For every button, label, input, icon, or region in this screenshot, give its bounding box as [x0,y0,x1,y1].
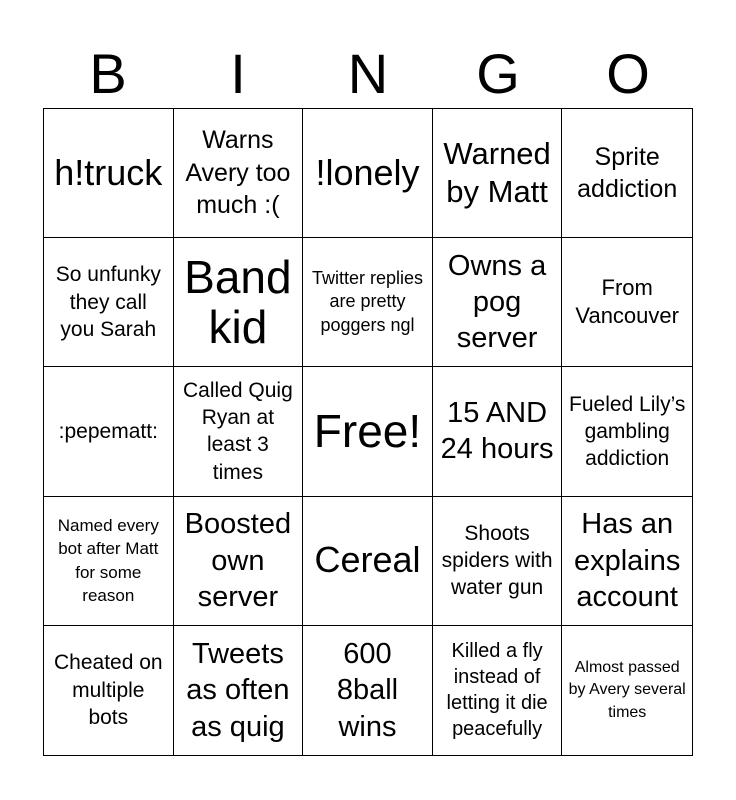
cell-text: Almost passed by Avery several times [568,658,686,721]
cell-text: Warns Avery too much :( [185,126,291,220]
cell-text: Has an explains account [573,508,681,613]
bingo-cell[interactable] [174,238,304,367]
bingo-cell[interactable] [174,109,304,238]
cell-text: Band kid [184,250,292,354]
header-letter-n: N [347,42,389,105]
bingo-cell[interactable] [562,626,692,755]
bingo-cell[interactable] [44,238,174,367]
cell-text: Boosted own server [184,508,292,613]
bingo-cell[interactable] [562,109,692,238]
cell-text: Cereal [314,539,421,581]
bingo-cell[interactable] [303,497,433,626]
bingo-header [43,40,693,108]
bingo-board [43,108,693,756]
bingo-cell[interactable] [303,238,433,367]
cell-text: Owns a pog server [447,249,547,355]
cell-text: Twitter replies are pretty poggers ngl [311,267,424,336]
bingo-cell[interactable] [44,626,174,755]
cell-text: Killed a fly instead of letting it die peacefully [446,640,548,741]
cell-text: h!truck [54,151,163,193]
header-letter-o: O [606,42,650,105]
cell-text: :pepematt: [58,419,158,443]
bingo-cell[interactable] [562,497,692,626]
cell-text: Tweets as often as quig [186,638,290,743]
bingo-cell[interactable] [174,626,304,755]
bingo-cell[interactable] [44,109,174,238]
bingo-cell[interactable] [562,367,692,496]
bingo-cell[interactable] [44,367,174,496]
bingo-cell[interactable] [433,109,563,238]
cell-text: Named every bot after Matt for some reason [57,515,159,606]
header-letter-g: G [476,42,520,105]
cell-text: !lonely [315,151,420,193]
bingo-cell[interactable] [174,497,304,626]
cell-text: 600 8ball wins [336,638,399,743]
bingo-cell[interactable] [433,497,563,626]
cell-text: So unfunky they call you Sarah [55,263,161,341]
bingo-cell[interactable] [562,238,692,367]
bingo-cell[interactable] [303,626,433,755]
cell-text: Called Quig Ryan at least 3 times [183,378,293,484]
cell-text: Shoots spiders with water gun [441,521,553,600]
cell-text: Fueled Lily’s gambling addiction [569,392,686,471]
bingo-cell[interactable] [433,626,563,755]
header-letter-i: I [230,42,246,105]
bingo-cell[interactable] [44,497,174,626]
cell-text: Warned by Matt [443,136,551,210]
header-letter-b: B [89,42,127,105]
bingo-cell[interactable] [433,367,563,496]
cell-text: Cheated on multiple bots [54,651,163,730]
free-space-cell[interactable] [303,367,433,496]
free-space-text: Free! [313,405,422,458]
bingo-cell[interactable] [174,367,304,496]
bingo-cell[interactable] [303,109,433,238]
cell-text: Sprite addiction [577,142,678,204]
cell-text: From Vancouver [575,275,679,329]
cell-text: 15 AND 24 hours [440,397,554,466]
bingo-cell[interactable] [433,238,563,367]
